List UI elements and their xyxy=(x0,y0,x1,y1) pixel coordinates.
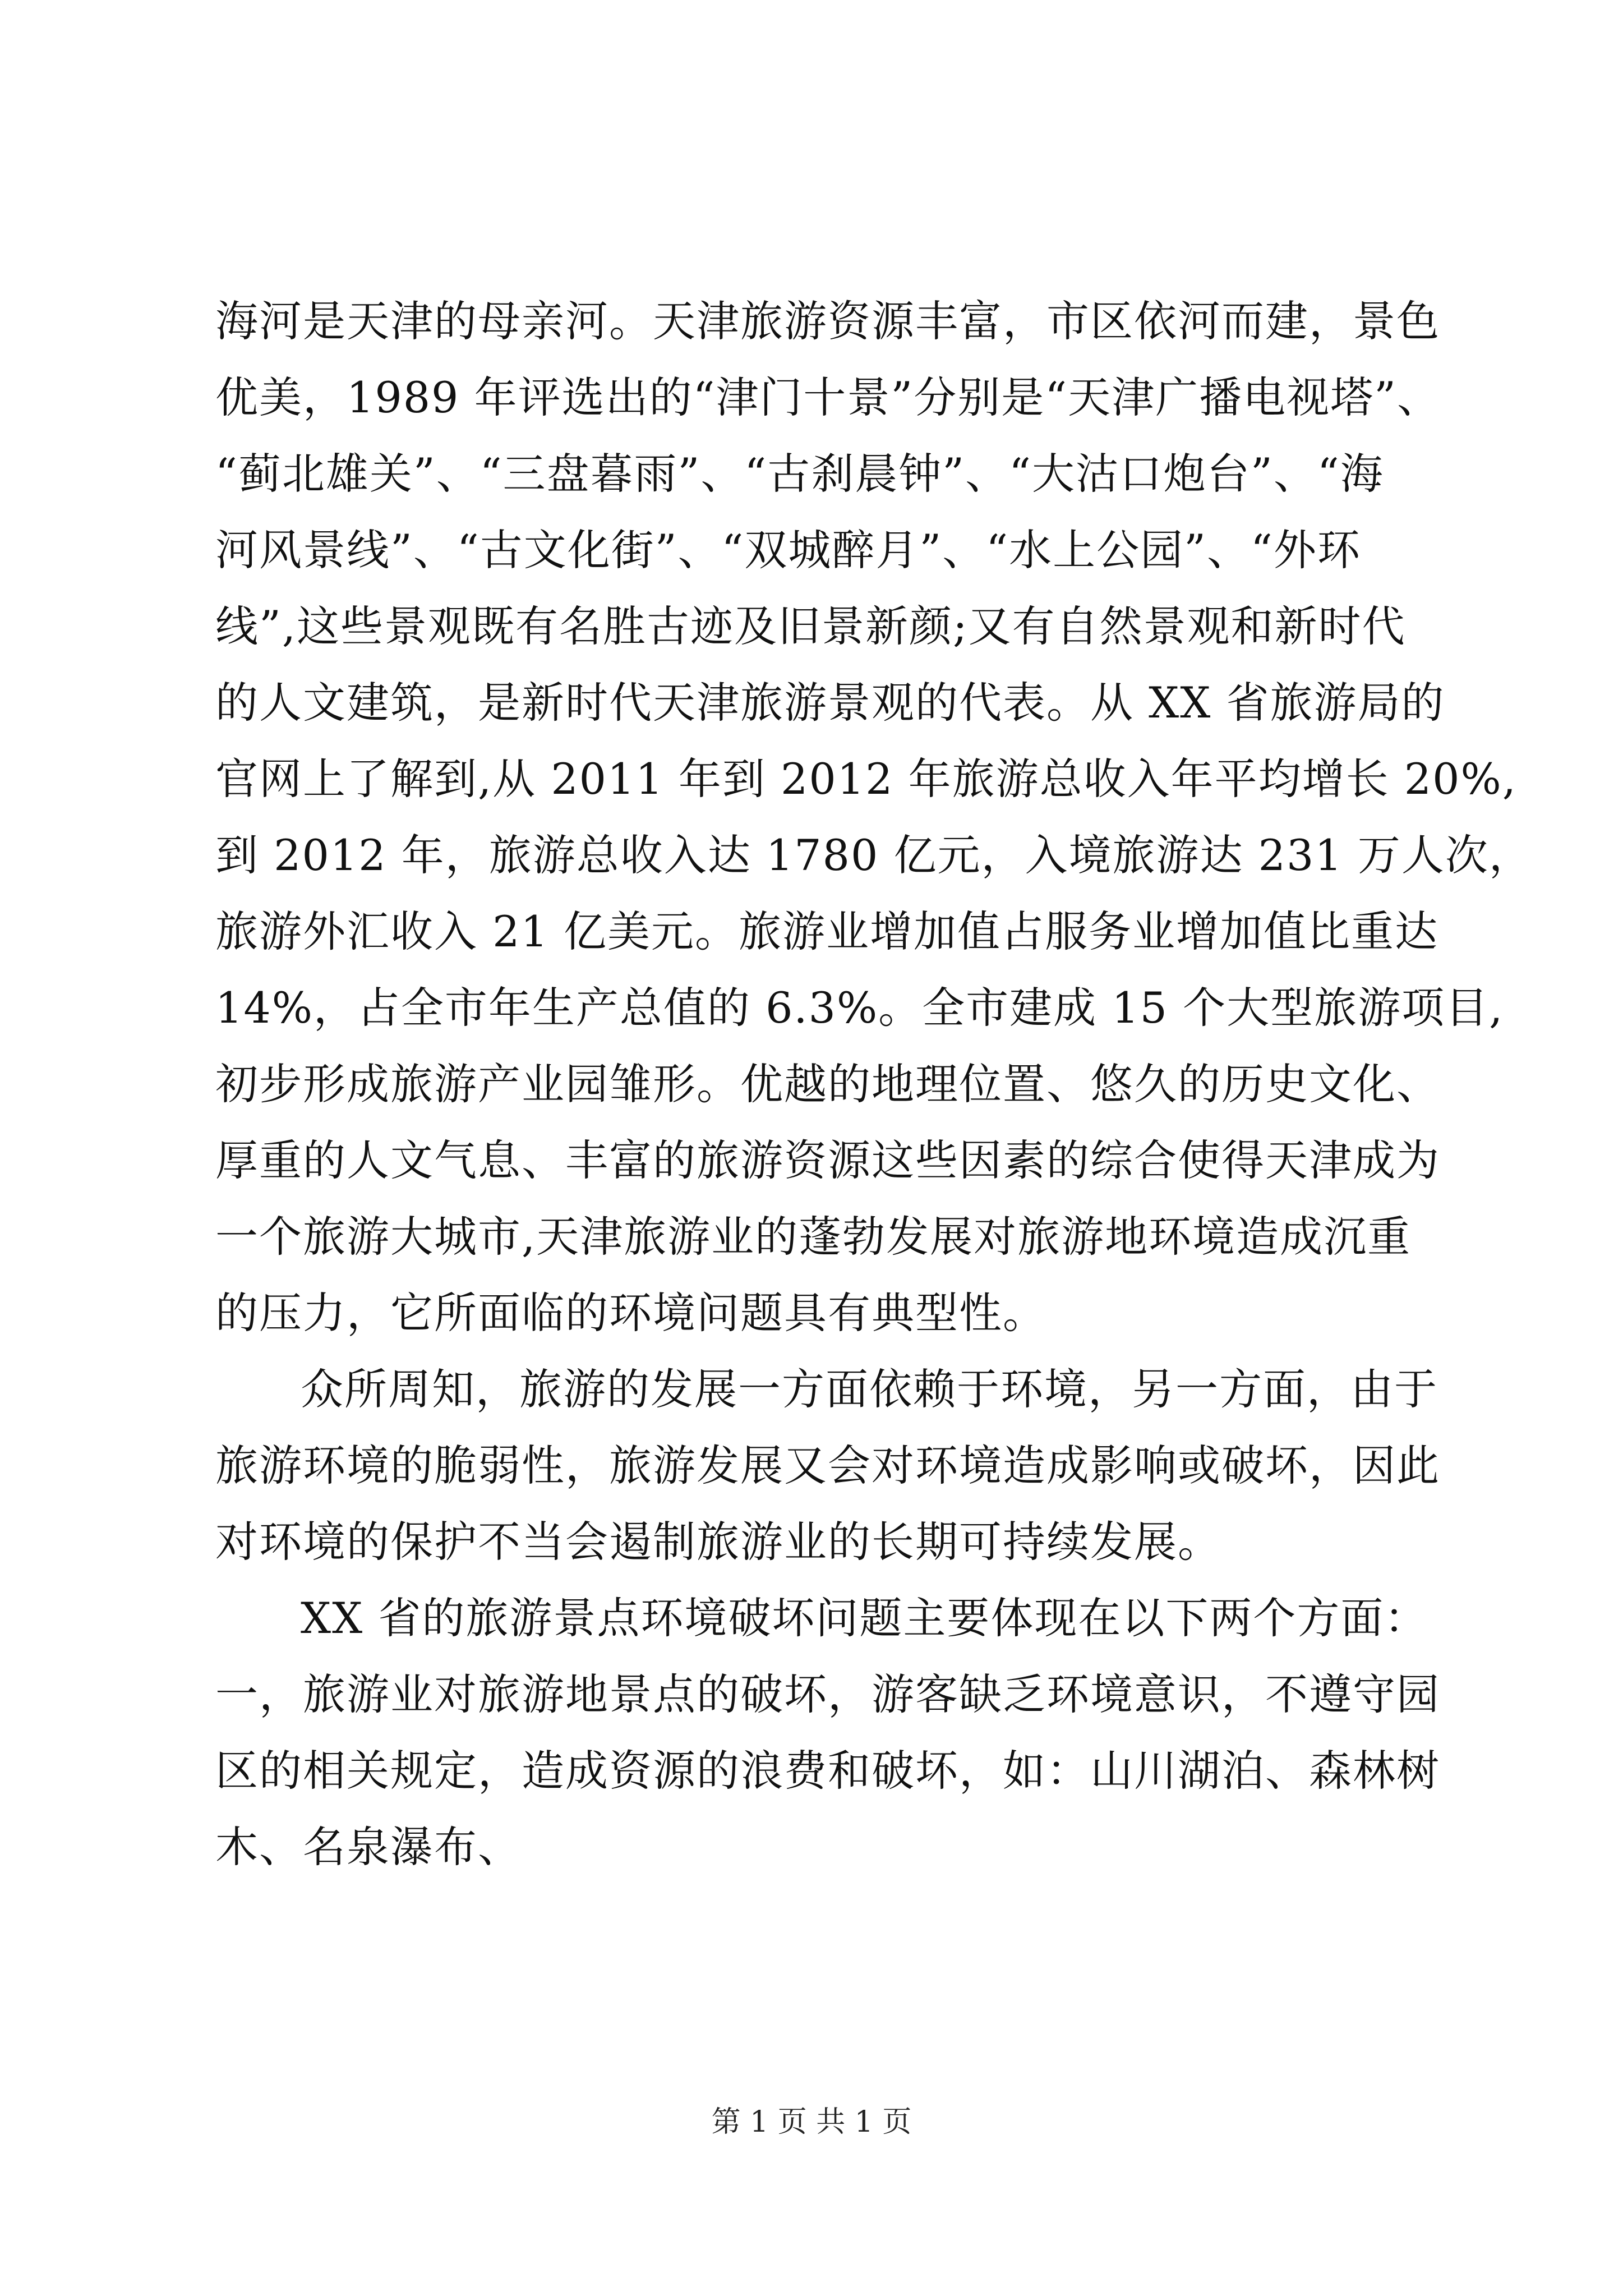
text-line: 旅游环境的脆弱性，旅游发展又会对环境造成影响或破坏，因此 xyxy=(215,1441,1440,1490)
text-line: 厚重的人文气息、丰富的旅游资源这些因素的综合使得天津成为 xyxy=(215,1135,1440,1185)
text-line: 到 2012 年，旅游总收入达 1780 亿元，入境旅游达 231 万人次， xyxy=(215,830,1533,880)
text-line: 众所周知，旅游的发展一方面依赖于环境，另一方面，由于 xyxy=(301,1364,1438,1414)
text-line: 的人文建筑，是新时代天津旅游景观的代表。从 XX 省旅游局的 xyxy=(215,678,1445,728)
text-line: 一个旅游大城市,天津旅游业的蓬勃发展对旅游地环境造成沉重 xyxy=(215,1212,1412,1262)
text-line: 对环境的保护不当会遏制旅游业的长期可持续发展。 xyxy=(215,1517,1221,1567)
text-line: 线”,这些景观既有名胜古迹及旧景新颜;又有自然景观和新时代 xyxy=(215,601,1406,651)
page-footer: 第 1 页 共 1 页 xyxy=(711,2105,912,2139)
text-line: 初步形成旅游产业园雏形。优越的地理位置、悠久的历史文化、 xyxy=(215,1059,1440,1109)
text-line: “蓟北雄关”、“三盘暮雨”、“古刹晨钟”、“大沽口炮台”、“海 xyxy=(215,449,1384,499)
text-line: 官网上了解到,从 2011 年到 2012 年旅游总收入年平均增长 20%, xyxy=(215,754,1517,804)
text-line: 一，旅游业对旅游地景点的破坏，游客缺乏环境意识，不遵守园 xyxy=(215,1669,1440,1719)
text-line: 14%，占全市年生产总值的 6.3%。全市建成 15 个大型旅游项目, xyxy=(215,983,1504,1033)
text-line: 木、名泉瀑布、 xyxy=(215,1822,522,1872)
text-line: 河风景线”、“古文化街”、“双城醉月”、“水上公园”、“外环 xyxy=(215,525,1361,575)
text-line: 旅游外汇收入 21 亿美元。旅游业增加值占服务业增加值比重达 xyxy=(215,907,1439,956)
text-line: 海河是天津的母亲河。天津旅游资源丰富，市区依河而建，景色 xyxy=(215,296,1440,346)
text-line: 的压力，它所面临的环境问题具有典型性。 xyxy=(215,1288,1046,1338)
document-body xyxy=(215,283,1533,1885)
text-line: XX 省的旅游景点环境破坏问题主要体现在以下两个方面： xyxy=(301,1593,1428,1643)
text-line: 区的相关规定，造成资源的浪费和破坏，如：山川湖泊、森林树 xyxy=(215,1746,1440,1796)
text-line: 优美，1989 年评选出的“津门十景”分别是“天津广播电视塔”、 xyxy=(215,372,1441,422)
